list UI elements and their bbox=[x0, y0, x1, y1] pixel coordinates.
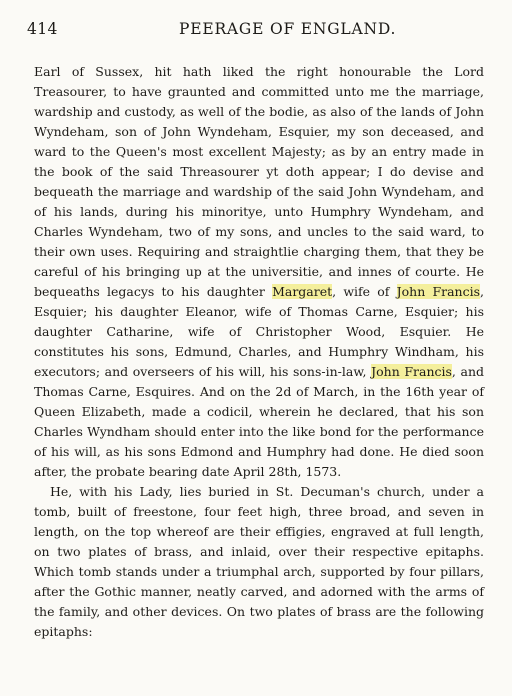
highlight-john-francis: John Francis bbox=[396, 284, 481, 299]
highlight-margaret: Margaret bbox=[272, 284, 333, 299]
body-text bbox=[34, 62, 484, 642]
running-head bbox=[27, 20, 479, 42]
paragraph-tomb: He, with his Lady, lies buried in St. Decuman's church, under a tomb, built of freestone, four feet high, three broad, and seven in length, on the top whereof are their effigies, engraved at full length, on two plates of brass, and inlaid, over their respective epitaphs. Which tomb stands under a triumphal arch, supported by four pillars, after the Gothic manner, neatly carved, and adorned with the arms of the family, and other devices. On two plates of brass are the following epitaphs: bbox=[34, 484, 484, 639]
running-title: PEERAGE OF ENGLAND. bbox=[179, 20, 397, 38]
page-number: 414 bbox=[27, 20, 58, 38]
highlight-john-francis: John Francis bbox=[371, 364, 452, 379]
text-segment: Earl of Sussex, hit hath liked the right honourable the Lord Treasourer, to have graunted and committed unto me the marriage, wardship and custody, as well of the bodie, as also of the lands of John Wyndeham, son of John Wyndeham, Esquier, my son deceased, and ward to the Queen's most excellent Majesty; as by an entry made in the book of the said Threasourer yt doth appear; I do devise and bequeath the marriage and wardship of the said John Wyndeham, and of his lands, during his minoritye, unto Humphry Wyndeham, and Charles Wyndeham, two of my sons, and uncles to the said ward, to their own uses. Requiring and straightlie charging them, that they be careful of his bringing up at the universitie, and innes of courte. He bequeaths legacys to his daughter bbox=[34, 64, 484, 299]
text-segment: , and Thomas Carne, Esquires. And on the 2d of March, in the 16th year of Queen Elizabeth, made a codicil, wherein he declared, that his son Charles Wyndham should enter into the like bond for the performance of his will, as his sons Edmond and Humphry had done. He died soon after, the probate bearing date April 28th, 1573. bbox=[34, 364, 484, 479]
paragraph-will bbox=[34, 62, 484, 482]
text-segment: , wife of bbox=[332, 284, 397, 299]
text-segment: , Esquier; his daughter Eleanor, wife of Thomas Carne, Esquier; his daughter Catharine, wife of Christopher Wood, Esquier. He constitutes his sons, Edmund, Charles, and Humphry Windham, his executors; and overseers of his will, his sons-in-law, bbox=[34, 284, 484, 379]
